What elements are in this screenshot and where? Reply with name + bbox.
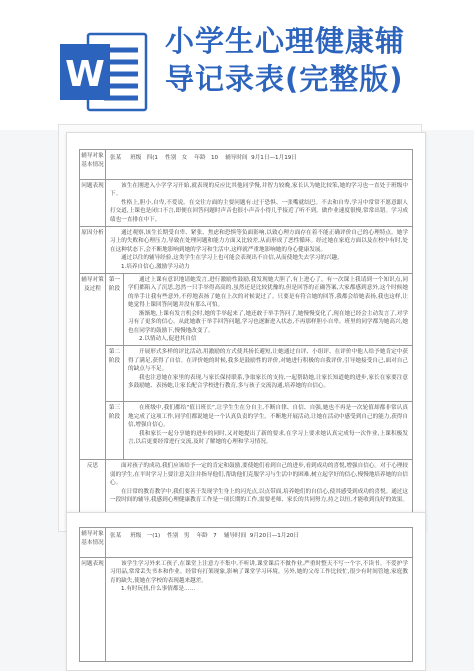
student-name: 张某 — [110, 533, 122, 539]
problem-paragraph: 1.有时玩扭,什么事情都是…… — [121, 586, 196, 593]
cause-label: 原因分析 — [80, 227, 106, 274]
age-label: 年龄 — [194, 155, 206, 161]
gender-label: 性别 — [165, 155, 177, 161]
problem-label: 问题表现 — [80, 180, 106, 227]
stage-2-label: 第二阶段 — [106, 346, 124, 402]
stage-paragraph: 我和家长一起分享她的进步的同时,又对她提出了新的要求,在学习上要求她认真完成每一次作业,上课积极发言,以后更要经常进行交流,及时了解她的心理和学习情况。 — [128, 430, 408, 445]
stage-3-text — [124, 402, 413, 460]
stage-1-text — [124, 274, 413, 346]
counseling-time-value: 9月20日—1月20日 — [249, 533, 300, 539]
gender-value: 女 — [181, 155, 188, 161]
counseling-record-table-2 — [79, 527, 413, 662]
basic-info-row — [106, 528, 413, 558]
problem-text — [106, 180, 413, 227]
stage-paragraph: 渐渐地,上课有发言机会时,她的手举起来了,她还敢于举手答问了,她慢慢变化了,现在她已经会主动发言了,对学习有了更多的信心。从此她敢于举手回答问题,学习也逐渐进入状态,不再那样胆小自卑。班里的同学都为她高兴,她也在同学的鼓励下,慢慢地改变了。 — [128, 310, 408, 334]
stage-1-label: 第一阶段 — [106, 274, 124, 346]
document-page-1 — [66, 132, 426, 532]
reflection-label: 反思 — [80, 460, 106, 524]
document-title — [165, 22, 465, 98]
class-value: 四(1 — [146, 155, 158, 161]
problem-label: 问题表现 — [80, 558, 106, 662]
basic-info-label: 辅导对象基本情况 — [80, 528, 106, 558]
basic-info-row — [106, 150, 413, 180]
word-document-icon — [58, 30, 150, 114]
reflection-paragraph: 面对孩子的成功,我们应该给予一定的肯定和鼓励,要使她们看到自己的进步,看到成功的喜悦,增强自信心。对于心理较弱的学生,在平时学习上要注意关注并指导他们,帮助他们克服学习与生活中的困难,树立起学好的信心,慢慢地培养她的自信心。 — [110, 463, 408, 487]
class-value: 一(1) — [146, 533, 161, 539]
document-banner — [0, 0, 474, 130]
problem-paragraph: 该生在刚进入小学学习开始,就表现的反应比其他同学慢,并智力较晚,家长认为她比较笨,她的学习也一直处于班级中下。 — [110, 183, 408, 198]
document-title-line-2: 导记录表(完整版) — [165, 62, 404, 96]
stage-paragraph: 我也注意她在家里的表现,与家长保持联系,争取家长的支持,一起帮助她,让家长知道她的进步,家长在家要注意多鼓励她、表扬她,让家长配合学校进行教育,多与孩子交流沟通,培养她的自信心。 — [128, 374, 408, 389]
counseling-time-label: 辅导时间 — [223, 533, 247, 539]
cause-text — [106, 227, 413, 274]
age-value: 7 — [213, 533, 217, 539]
reflection-paragraph: 在日常的教育教学中,我们要善于发现学生身上的闪光点,以点带面,培养她们的自信心,使其感受到成功的喜悦。通过这一段时间的辅导,我感到心理健康教育工作是一项长期的工作,需要老师、家长的共同努力,持之以恒,才能收到良好的效果。 — [110, 488, 408, 503]
problem-paragraph: 性格上,胆小,自卑,不爱说。在交往方面的主要问题有:过于恐惧、一张嘴就结巴。不去和自卑,学习中常常不愿意跟人打交道,上课也是闭口不言,即便在回答问题时声音也很小声音小得几乎接近了听不到。做作业速度很慢,常常出错。学习成绩也一直排在中下。 — [110, 199, 408, 223]
stage-paragraph: 2.以情动人,促进其自信 — [139, 335, 197, 342]
stage-2-text — [124, 346, 413, 402]
counseling-record-table — [79, 149, 413, 524]
counseling-time-value: 9月1日—1月19日 — [251, 155, 297, 161]
age-value: 10 — [210, 155, 219, 161]
class-label: 班级 — [130, 533, 142, 539]
problem-paragraph: 该学生学习外来工孩子,在课堂上注意力不集中,不听讲,课堂课后不做作业,严重时整天不写一个字,不读书。不爱护学习用品,常常丢失书本和作业。经常有打架现象,影响了课堂学习环境。另外,她的父母工作比较忙,很少有时间管她,家庭教育的缺失,使她在学校的表现越来越差。 — [110, 561, 408, 584]
age-label: 年龄 — [196, 533, 208, 539]
stage-paragraph: 在班级中,我们都给“值日班长”,让学生生在分自主,不断自律、自信、自强,她也不再是一次轮值却都非常认真地完成了这项工作,同学们都说她是一个认真负责的学生。不断地开展活动,让她在活动中感受到自己的能力,获得自信,增强自信心。 — [128, 405, 408, 429]
document-page-2 — [66, 512, 426, 671]
student-name: 张某 — [110, 155, 122, 161]
stage-3-label: 第三阶段 — [106, 402, 124, 460]
stage-paragraph: 开展形式多样的评比活动,用激励的方式使其扬长避短,让她通过自评、小组评、在评价中他人给予她肯定中获得了满足,获得了自信。在评价她的时候,我多是鼓励性的评价,对她进行积极的自我评价,引导她接受自己,面对自己的缺点与不足。 — [128, 349, 408, 373]
gender-value: 男 — [183, 533, 190, 539]
measures-label: 辅导对策及过程 — [80, 274, 106, 460]
gender-label: 性别 — [167, 533, 179, 539]
class-label: 班级 — [130, 155, 142, 161]
stage-paragraph: 通过上课有意识地请她发言,进行激励性鼓励,我发现她大胆了,有上进心了。有一次课上我请到一个知识点,同学们都陷入了沉思,忽然一只手举得高高的,虽然还是比较犹豫的,但是回答的正确答案,大家都感到意外,这个时候她的举手让我有些意外,不停地表扬了她在上次的对候说过了。只要是有符合她的回答,我都会给她表扬,我也这样,让她觉得上课回答问题并没有那么可怕。 — [128, 277, 408, 309]
cause-paragraph: 通过观察,该生长期受自卑、紧张、焦虑和恐惧等负面影响,以致心理方面存在着不能正确评价自己的心理特点。她学习上的失败和心理压力,导致在处理问题和能力方面又比较差,从而形成了恶性循环。经过她在家庭方面以及在校中有时,处在这种状态下,会不断地影响到她的学习和生活中,这样就严重地影响她的身心健康发展。 — [110, 230, 408, 253]
counseling-time-label: 辅导时间 — [225, 155, 248, 161]
basic-info-label: 辅导对象基本情况 — [80, 150, 106, 180]
cause-paragraph: 通过以往的辅导经验,这类学生在学习上也可能会表现出不自信,从而使她失去学习的兴趣。 — [121, 255, 343, 262]
cause-paragraph: 1.培养自信心,激励学习动力 — [121, 263, 190, 270]
word-icon-letter: W — [65, 54, 105, 95]
problem-text — [106, 558, 413, 662]
document-title-line-1: 小学生心理健康辅 — [165, 24, 406, 58]
